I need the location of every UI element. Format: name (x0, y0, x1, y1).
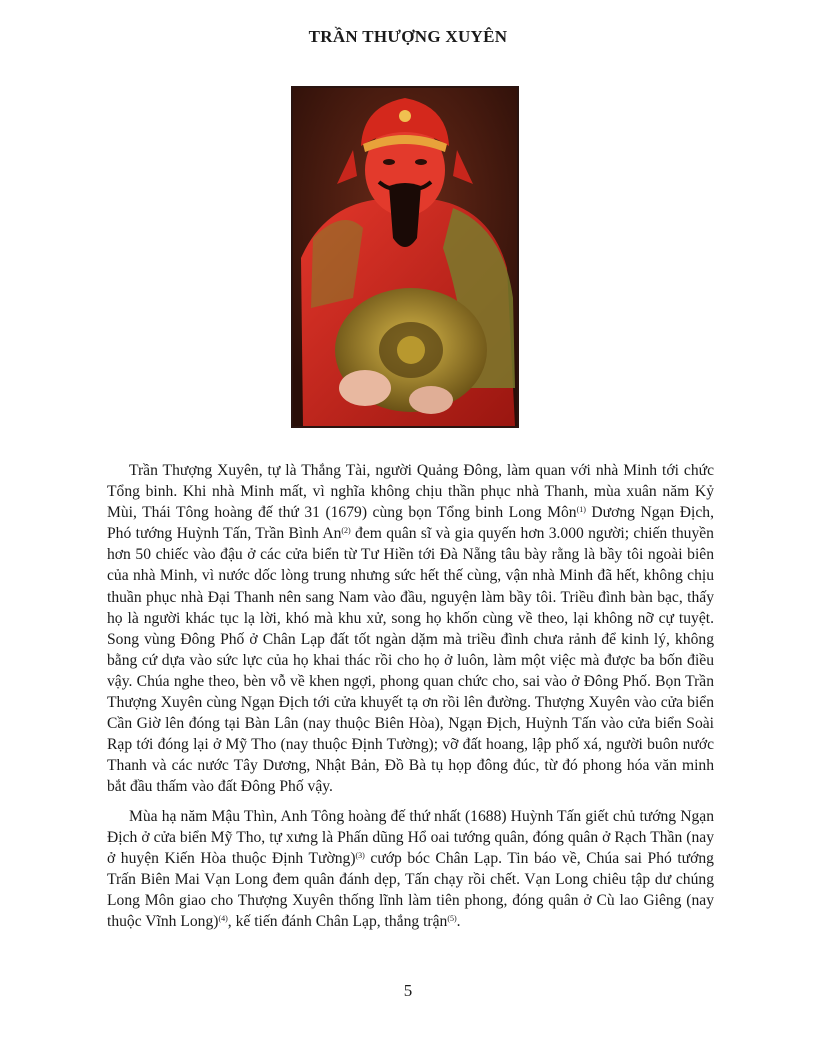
page-number: 5 (403, 981, 413, 1000)
paragraph: Trần Thượng Xuyên, tự là Thắng Tài, người Quảng Đông, làm quan với nhà Minh tới chức Tổng binh. Khi nhà Minh mất, vì nghĩa không chịu thần phục nhà Thanh, mùa xuân năm Kỷ Mùi, Thái Tông hoàng đế thứ 31 (1679) cùng bọn Tổng binh Long Môn$^{(1)}$ Dương Ngạn Địch, Phó tướng Huỳnh Tấn, Trần Bình An$^{(2)}$ đem quân sĩ và gia quyến hơn 3.000 người; chiến thuyền hơn 50 chiếc vào đậu ở các cửa biển từ Tư Hiền tới Đà Nẵng tâu bày rằng là bầy tôi ngoài biên của nhà Minh, vì nước dốc lòng trung nhưng sức hết thế cùng, vận nhà Minh đã hết, không chịu thuần phục nhà Đại Thanh nên sang Nam vào đầu, nguyện làm bầy tôi. Triều đình bàn bạc, thấy họ là người khác tục lạ lời, khó mà khu xử, song họ khốn cùng về theo, lại không nỡ cự tuyệt. Song vùng Đông Phố ở Chân Lạp đất tốt ngàn dặm mà triều đình chưa rảnh để kinh lý, không bằng cứ dựa vào sức lực của họ khai thác rồi cho họ ở luôn, làm một việc mà được ba bốn điều vậy. Chúa nghe theo, bèn vỗ về khen ngợi, phong quan chức cho, sai vào ở Đông Phố. Bọn Trần Thượng Xuyên cùng Ngạn Địch tới cửa khuyết tạ ơn rồi lên đường. Thượng Xuyên vào cửa biển Cần Giờ lên đóng tại Bàn Lân (nay thuộc Biên Hòa), Ngạn Địch, Huỳnh Tấn vào cửa biển Soài Rạp tới đóng lại ở Mỹ Tho (nay thuộc Định Tường); vỡ đất hoang, lập phố xá, người buôn nước Thanh và các nước Tây Dương, Nhật Bản, Đồ Bà tụ họp đông đúc, từ đó phong hóa văn minh bắt đầu thấm vào đất Đông Phố vậy. (107, 462, 714, 796)
statue-photo-icon (293, 88, 517, 426)
footnote-ref[interactable]: (1) (576, 505, 586, 515)
footnote-ref[interactable]: (3) (355, 850, 365, 860)
paragraph: Mùa hạ năm Mậu Thìn, Anh Tông hoàng đế thứ nhất (1688) Huỳnh Tấn giết chủ tướng Ngạn Địch ở cửa biển Mỹ Tho, tự xưng là Phấn dũng Hổ oai tướng quân, đóng quân ở Rạch Thần (nay ở huyện Kiến Hòa thuộc Định Tường)$^{(3)}$ cướp bóc Chân Lạp. Tin báo về, Chúa sai Phó tướng Trấn Biên Mai Vạn Long đem quân đánh dẹp, Tấn chạy rồi chết. Vạn Long chiêu tập dư chúng Long Môn giao cho Thượng Xuyên thống lĩnh làm tiên phong, đóng quân ở Cù lao Giêng (nay thuộc Vĩnh Long)$^{(4)}$, kế tiến đánh Chân Lạp, thắng trận$^{(5)}$. (107, 807, 714, 930)
footnote-ref[interactable]: (2) (341, 526, 351, 536)
footnote-ref[interactable]: (4) (218, 913, 228, 923)
body-text (107, 460, 714, 940)
footnote-ref[interactable]: (5) (447, 913, 457, 923)
page-title: TRẦN THƯỢNG XUYÊN (308, 27, 508, 46)
statue-photo (291, 86, 519, 428)
